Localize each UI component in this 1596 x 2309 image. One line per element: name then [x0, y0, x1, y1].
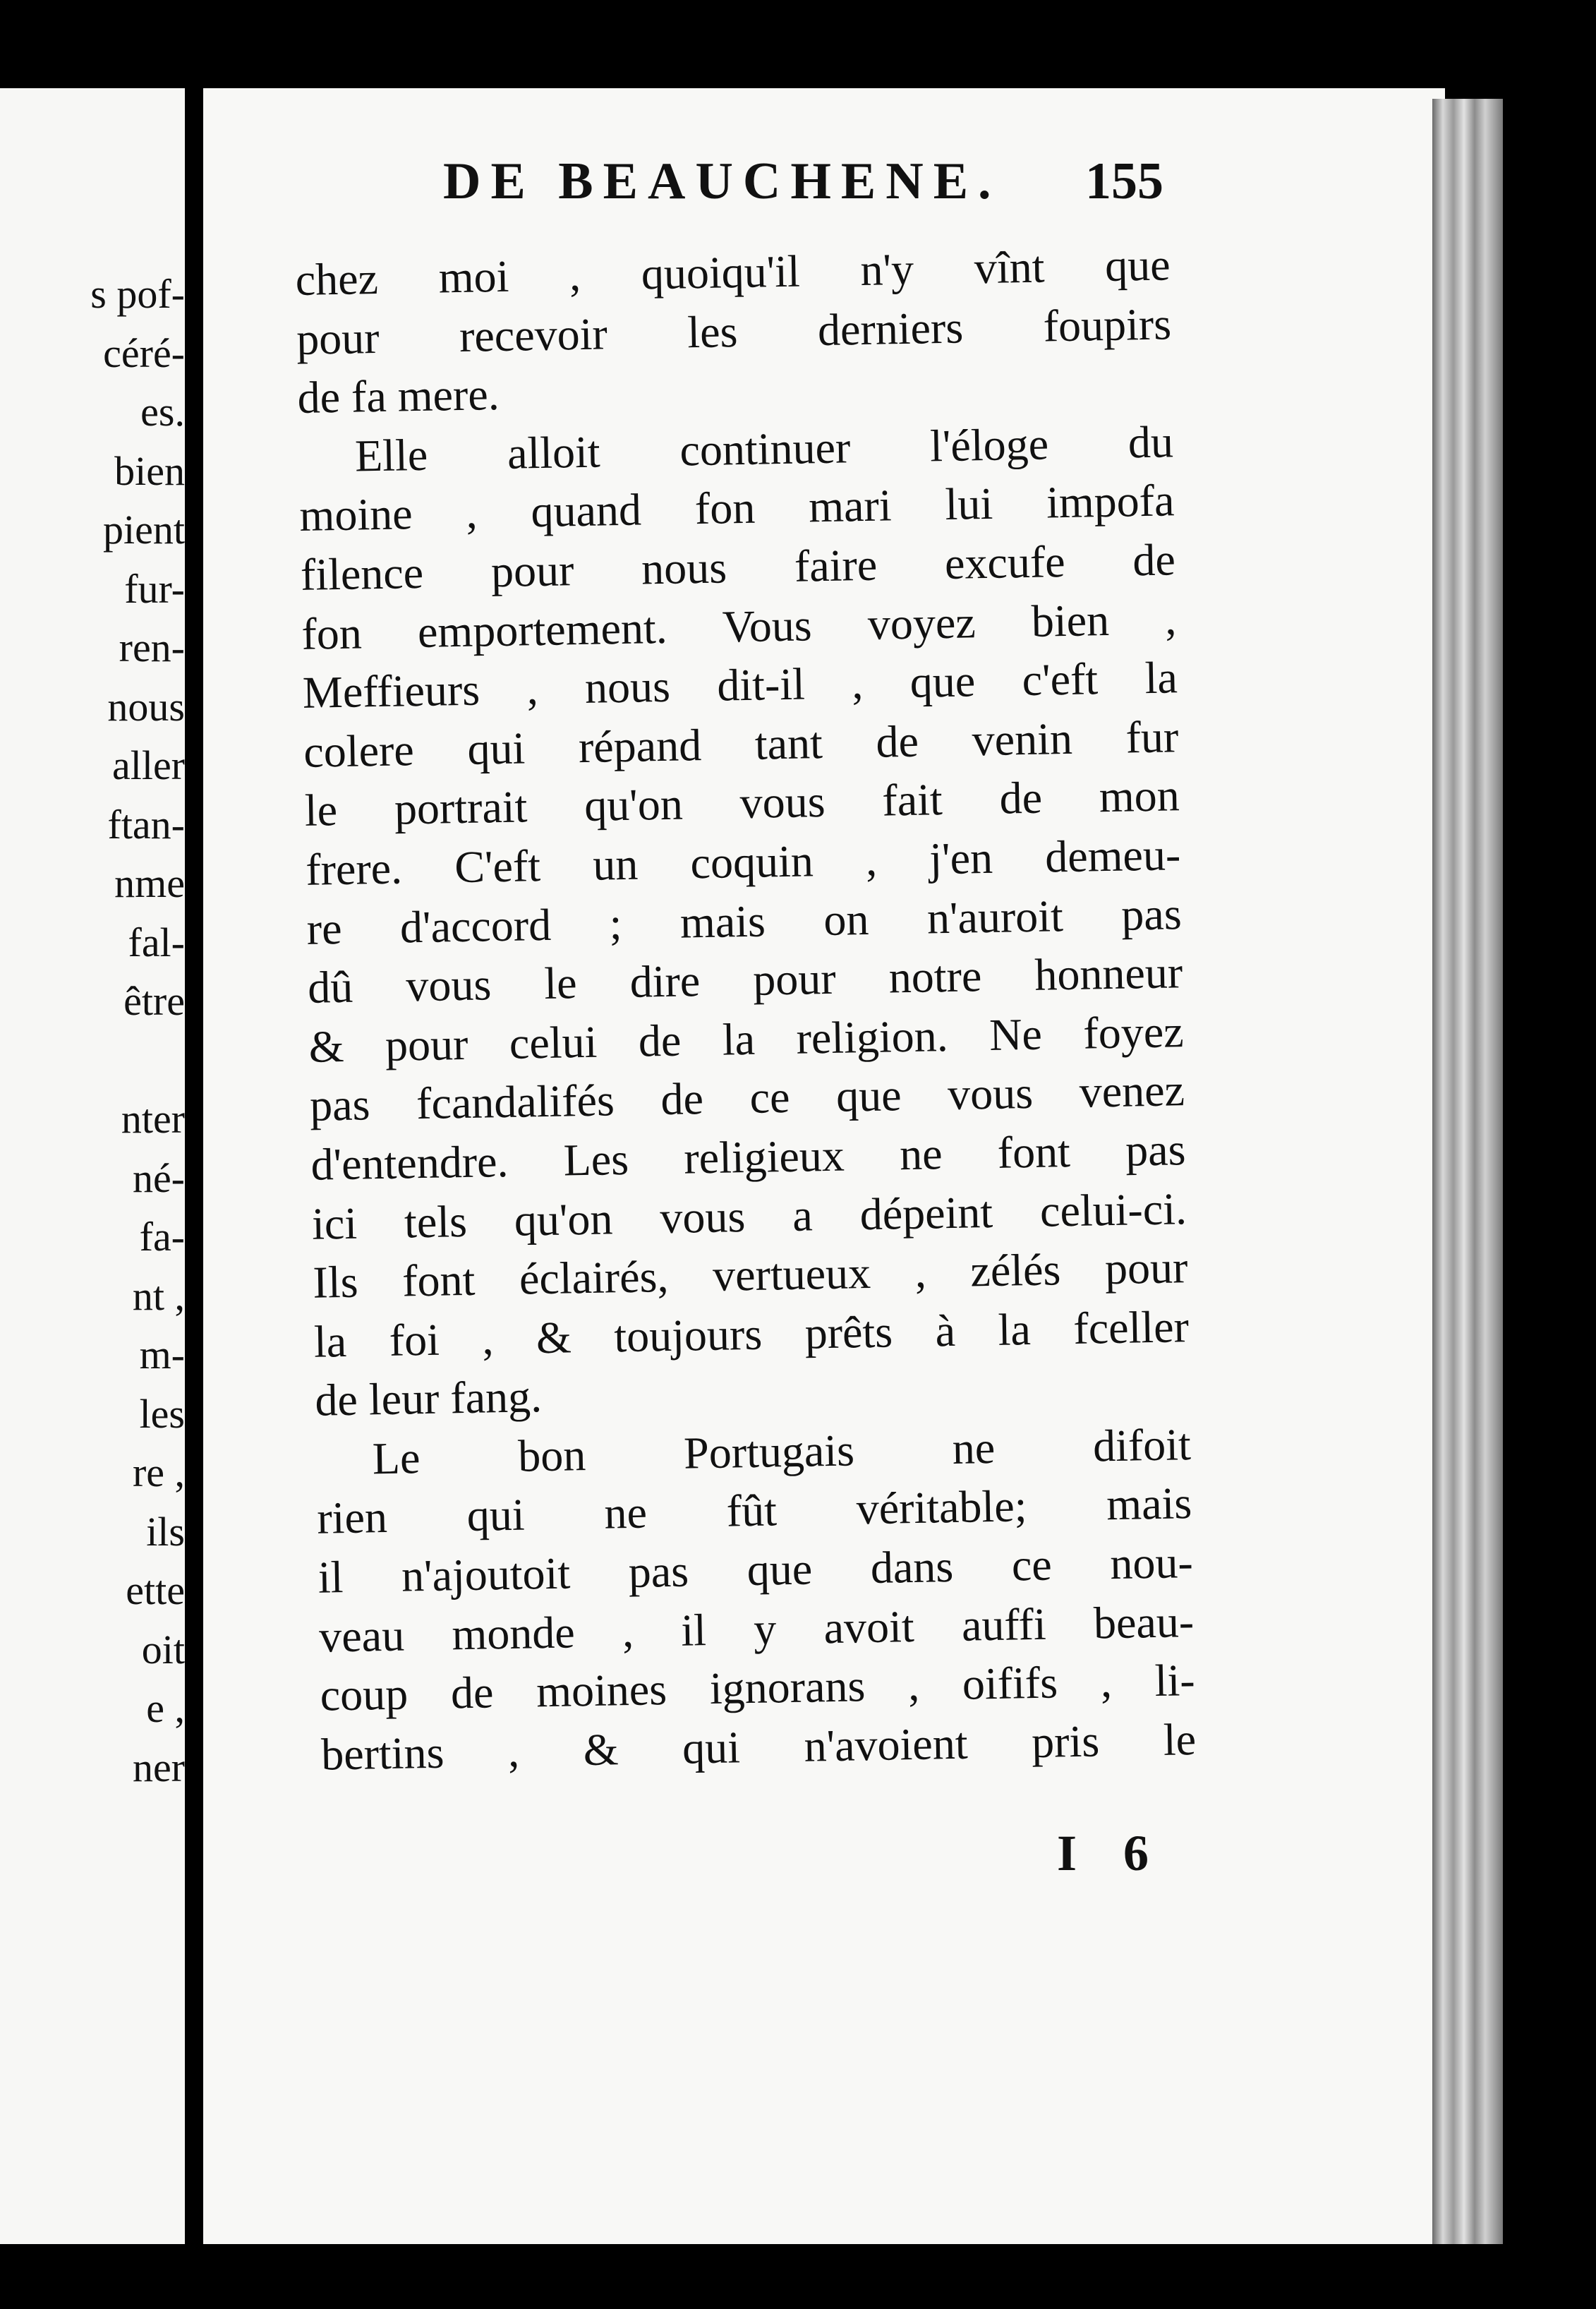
- left-line: m-: [139, 1332, 185, 1377]
- text-line: pas fcandalifés de ce que vous venez: [309, 1065, 1185, 1131]
- left-line: fur-: [124, 565, 185, 612]
- text-line: d'entendre. Les religieux ne font pas: [310, 1124, 1187, 1190]
- text-line: filence pour nous faire excufe de: [300, 534, 1176, 600]
- left-line: nt ,: [132, 1272, 185, 1319]
- left-line: s pof-: [90, 271, 185, 317]
- text-line: moine , quand fon mari lui impofa: [298, 475, 1175, 541]
- text-line: Elle alloit continuer l'éloge du: [354, 416, 1174, 481]
- main-page: [203, 88, 1445, 2244]
- text-line: bertins , & qui n'avoient pris le: [320, 1713, 1197, 1780]
- left-line: nter: [121, 1096, 185, 1142]
- left-line: ils: [146, 1508, 185, 1555]
- left-line: ner: [132, 1744, 185, 1790]
- page-header: [443, 145, 1290, 229]
- left-line: né-: [132, 1154, 185, 1201]
- left-line: fa-: [139, 1214, 185, 1260]
- text-line: Meffieurs , nous dit-il , que c'eft la: [302, 652, 1178, 718]
- text-line: il n'ajoutoit pas que dans ce nou-: [318, 1537, 1194, 1603]
- left-line: aller: [111, 742, 185, 788]
- left-line: être: [123, 978, 185, 1024]
- page-number: 155: [1085, 152, 1163, 210]
- text-line: de fa mere.: [297, 369, 500, 423]
- left-line: oit: [141, 1626, 185, 1672]
- text-line: de leur fang.: [314, 1371, 543, 1426]
- text-line: Le bon Portugais ne difoit: [372, 1418, 1192, 1484]
- left-line: pient: [103, 507, 185, 553]
- text-line: veau monde , il y avoit auffi beau-: [318, 1596, 1195, 1662]
- text-line: re d'accord ; mais on n'auroit pas: [306, 888, 1183, 954]
- text-line: coup de moines ignorans , oififs , li-: [320, 1655, 1196, 1720]
- left-line: [71, 1031, 185, 1090]
- left-line: ren-: [119, 625, 185, 670]
- text-line: ici tels qu'on vous a dépeint celui-ci.: [311, 1183, 1187, 1249]
- text-line: rien qui ne fût véritable; mais: [316, 1478, 1192, 1544]
- text-line: colere qui répand tant de venin fur: [303, 711, 1179, 777]
- text-line: frere. C'eft un coquin , j'en demeu-: [305, 829, 1181, 895]
- left-line: e ,: [146, 1685, 185, 1731]
- left-page-fragment: [0, 88, 185, 2244]
- left-line: bien: [114, 447, 185, 494]
- left-line: nous: [107, 683, 185, 730]
- text-line: & pour celui de la religion. Ne foyez: [308, 1006, 1185, 1072]
- text-line: dû vous le dire pour notre honneur: [307, 947, 1183, 1013]
- text-line: la foi , & toujours prêts à la fceller: [313, 1301, 1190, 1367]
- left-line: ette: [126, 1567, 185, 1613]
- text-line: chez moi , quoiqu'il n'y vînt que: [295, 239, 1171, 305]
- left-line: les: [139, 1390, 185, 1437]
- signature-mark: I 6: [1057, 1825, 1166, 1881]
- body-text: [295, 235, 1197, 1784]
- left-line: re ,: [132, 1449, 185, 1495]
- text-line: pour recevoir les derniers foupirs: [296, 298, 1172, 364]
- text-line: Ils font éclairés, vertueux , zélés pour: [312, 1242, 1188, 1308]
- left-line: céré-: [103, 330, 185, 376]
- running-title: DE BEAUCHENE.: [443, 152, 1001, 210]
- left-line: ftan-: [107, 801, 185, 848]
- left-line: es.: [140, 389, 185, 435]
- left-line: fal-: [128, 919, 185, 965]
- text-line: le portrait qu'on vous fait de mon: [304, 770, 1180, 836]
- left-line: nme: [114, 860, 185, 906]
- left-page-lines: [0, 265, 185, 1797]
- text-line: fon emportement. Vous voyez bien ,: [301, 593, 1177, 659]
- page-edge: [1432, 99, 1503, 2244]
